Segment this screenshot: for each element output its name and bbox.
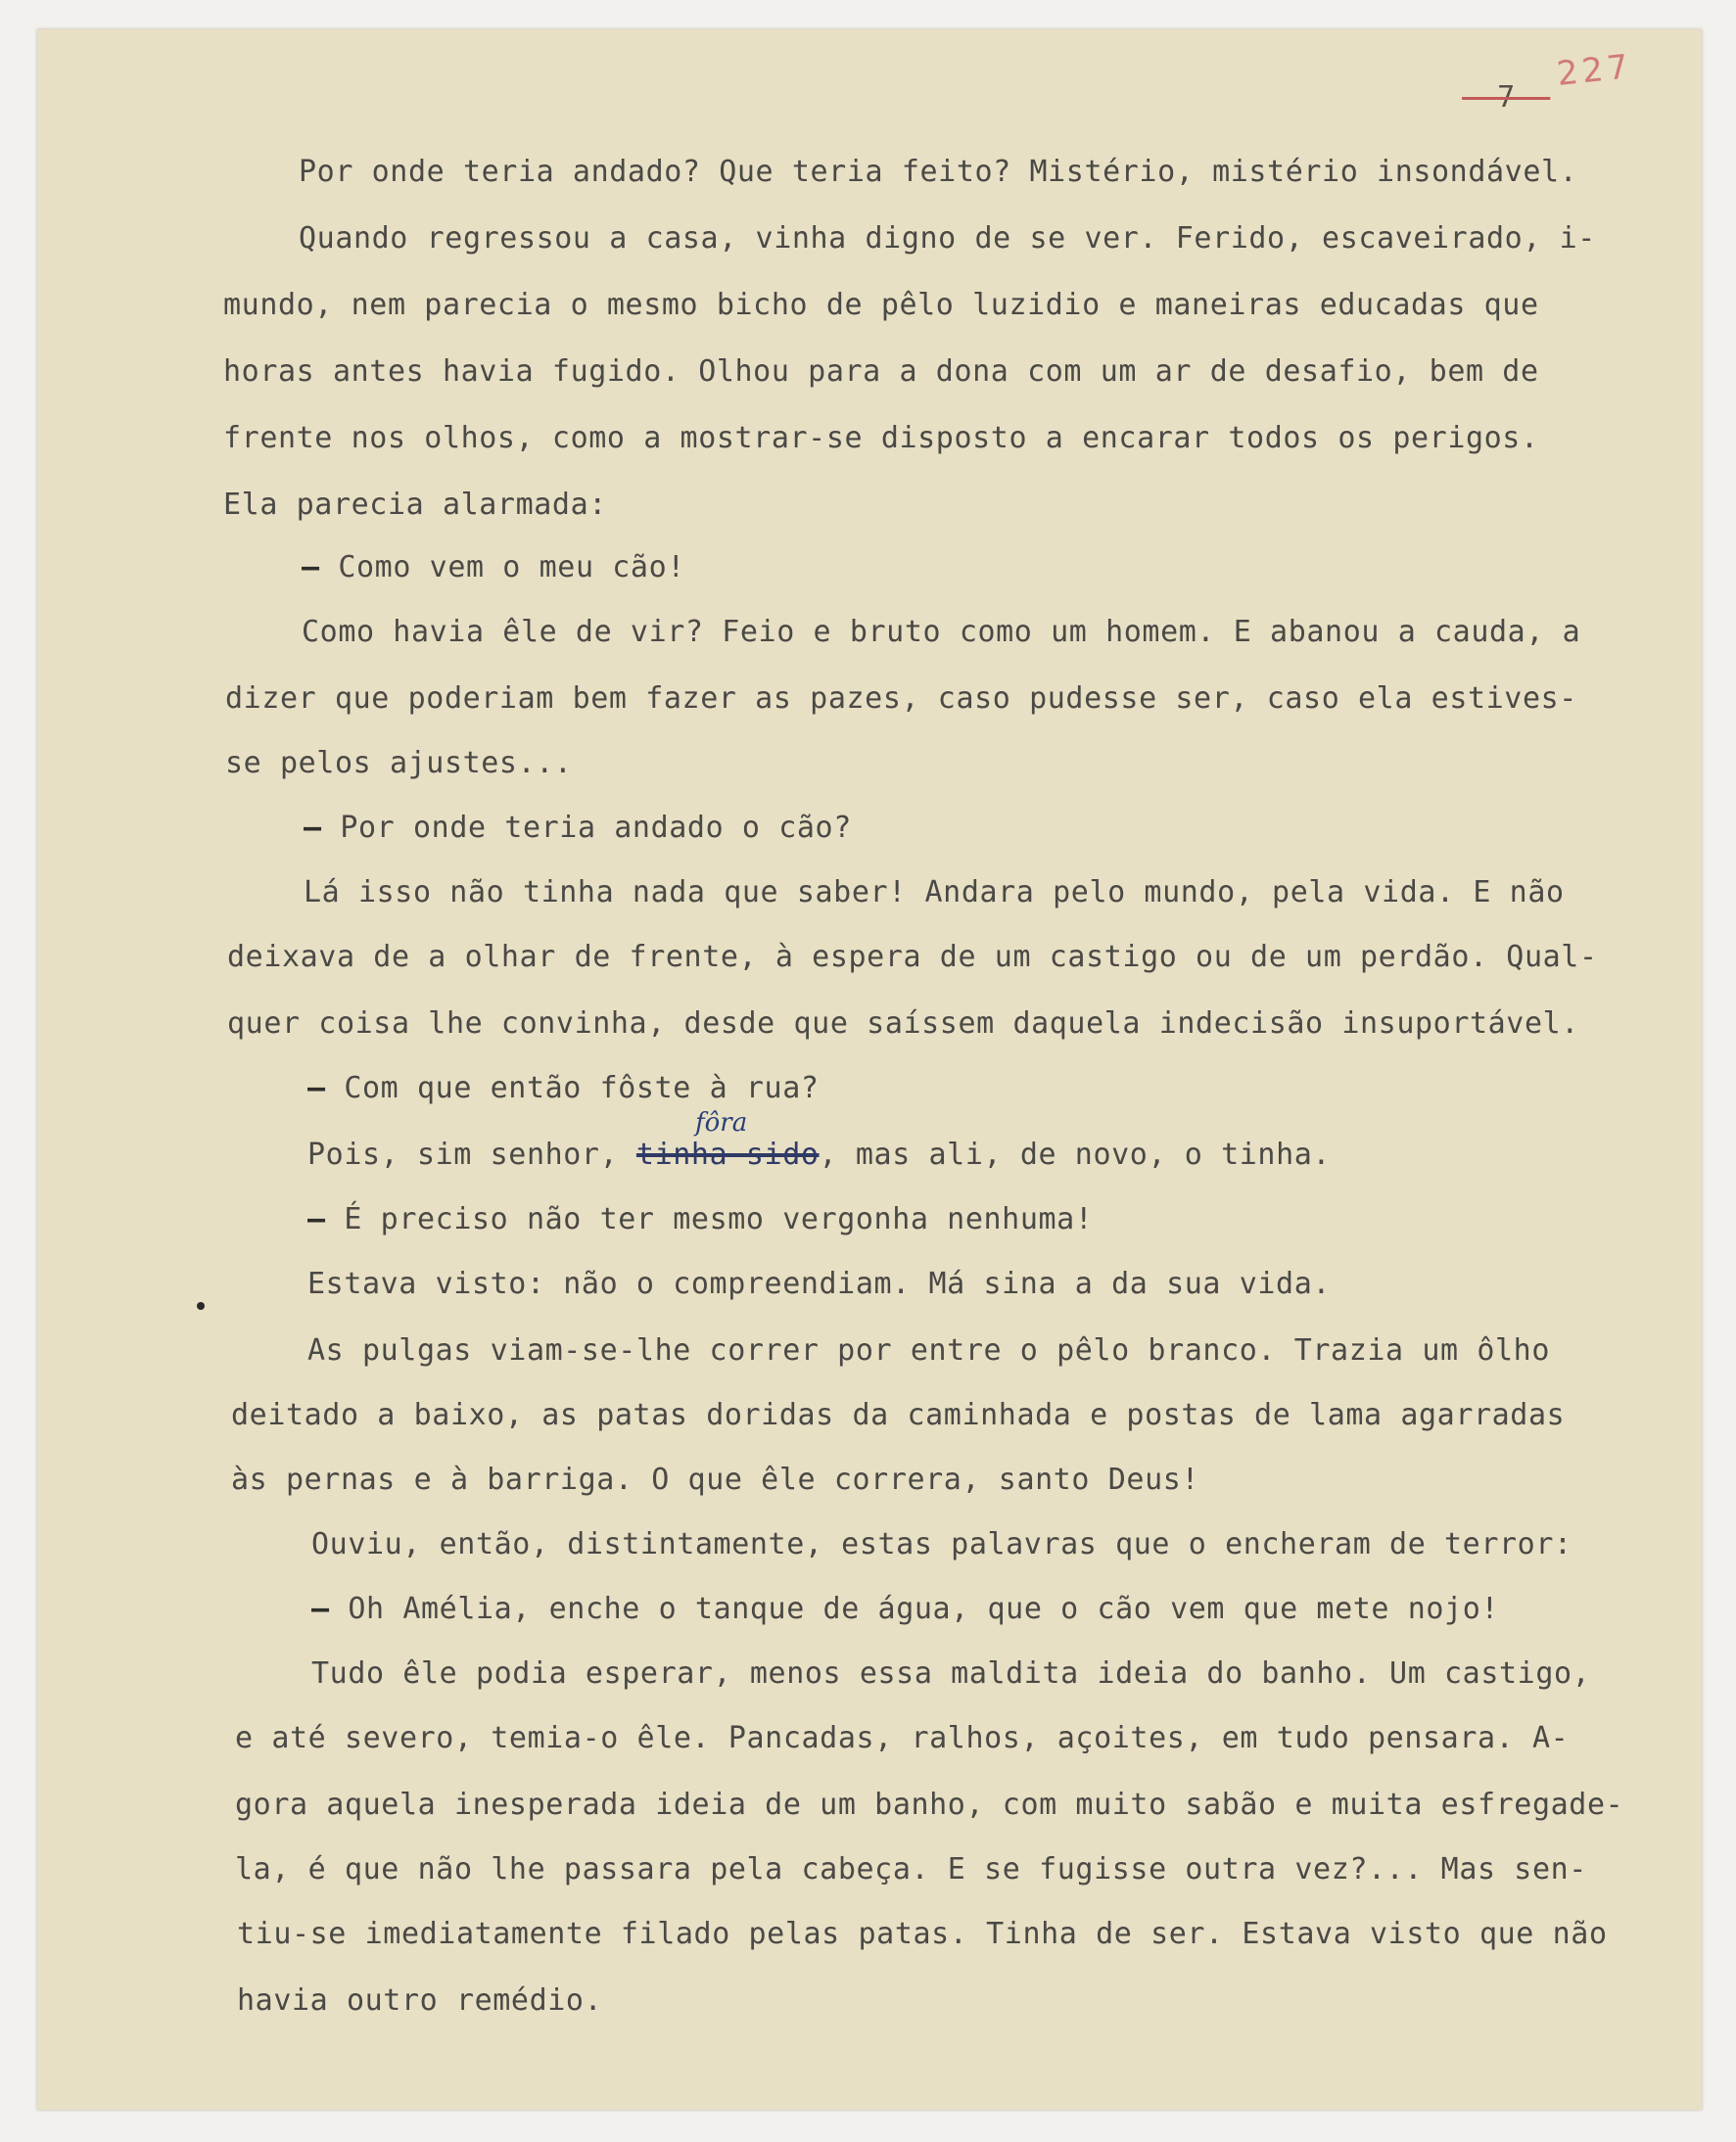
text-segment: Pois, sim senhor, [307, 1138, 636, 1172]
text-line: às pernas e à barriga. O que êle correra, santo Deus! [231, 1463, 1200, 1497]
dialogue-line [302, 550, 685, 585]
archive-number-annotation: 227 [1555, 47, 1634, 94]
text-line: la, é que não lhe passara pela cabeça. E se fugisse outra vez?... Mas sen- [235, 1852, 1587, 1886]
text-line: e até severo, temia-o êle. Pancadas, ralhos, açoites, em tudo pensara. A- [235, 1721, 1570, 1755]
text-segment: , mas ali, de novo, o tinha. [819, 1138, 1332, 1172]
text-line: se pelos ajustes... [225, 746, 573, 780]
text-line: Tudo êle podia esperar, menos essa maldita ideia do banho. Um castigo, [311, 1656, 1591, 1691]
em-dash: — [311, 1592, 330, 1626]
text-line: havia outro remédio. [237, 1983, 603, 2018]
text-line: horas antes havia fugido. Olhou para a dona com um ar de desafio, bem de [223, 354, 1539, 389]
em-dash: — [307, 1202, 326, 1236]
text-line: gora aquela inesperada ideia de um banho, com muito sabão e muita esfregade- [235, 1788, 1624, 1822]
dialogue-line [304, 811, 852, 846]
em-dash: — [307, 1071, 326, 1105]
text-line: tiu-se imediatamente filado pelas patas. Tinha de ser. Estava visto que não [237, 1917, 1608, 1951]
dialogue-text: Por onde teria andado o cão? [340, 811, 852, 845]
text-line: dizer que poderiam bem fazer as pazes, caso pudesse ser, caso ela estives- [225, 681, 1577, 716]
dialogue-line [307, 1071, 820, 1106]
text-line: deitado a baixo, as patas doridas da caminhada e postas de lama agarradas [231, 1398, 1566, 1432]
ink-speck [197, 1302, 205, 1310]
em-dash: — [304, 811, 322, 845]
text-line: frente nos olhos, como a mostrar-se disposto a encarar todos os perigos. [223, 421, 1539, 455]
text-line: Ela parecia alarmada: [223, 488, 607, 522]
dialogue-line [307, 1202, 1093, 1237]
em-dash: — [302, 550, 320, 584]
text-line: Por onde teria andado? Que teria feito? Mistério, mistério insondável. [299, 155, 1578, 189]
dialogue-text: Como vem o meu cão! [338, 550, 685, 584]
text-line: deixava de a olhar de frente, à espera de um castigo ou de um perdão. Qual- [227, 940, 1598, 974]
dialogue-line [311, 1592, 1499, 1627]
text-line [307, 1138, 1331, 1173]
text-line: Como havia êle de vir? Feio e bruto como um homem. E abanou a cauda, a [302, 615, 1581, 649]
struck-out-text: tinha sido [635, 1138, 820, 1172]
page-number: - 7 - [1462, 80, 1551, 115]
text-line: Ouviu, então, distintamente, estas palavras que o encheram de terror: [311, 1527, 1572, 1561]
text-line: quer coisa lhe convinha, desde que saíssem daquela indecisão insuportável. [227, 1006, 1579, 1041]
text-line: mundo, nem parecia o mesmo bicho de pêlo luzidio e maneiras educadas que [223, 288, 1539, 322]
dialogue-text: Oh Amélia, enche o tanque de água, que o cão vem que mete nojo! [348, 1592, 1500, 1626]
text-line: Quando regressou a casa, vinha digno de se ver. Ferido, escaveirado, i- [299, 221, 1596, 256]
text-line: As pulgas viam-se-lhe correr por entre o pêlo branco. Trazia um ôlho [307, 1333, 1550, 1368]
dialogue-text: É preciso não ter mesmo vergonha nenhuma! [344, 1202, 1094, 1236]
text-line: Lá isso não tinha nada que saber! Andara pelo mundo, pela vida. E não [304, 875, 1565, 909]
text-line: Estava visto: não o compreendiam. Má sina a da sua vida. [307, 1267, 1332, 1301]
handwritten-correction: fôra [695, 1108, 748, 1138]
dialogue-text: Com que então fôste à rua? [344, 1071, 820, 1105]
